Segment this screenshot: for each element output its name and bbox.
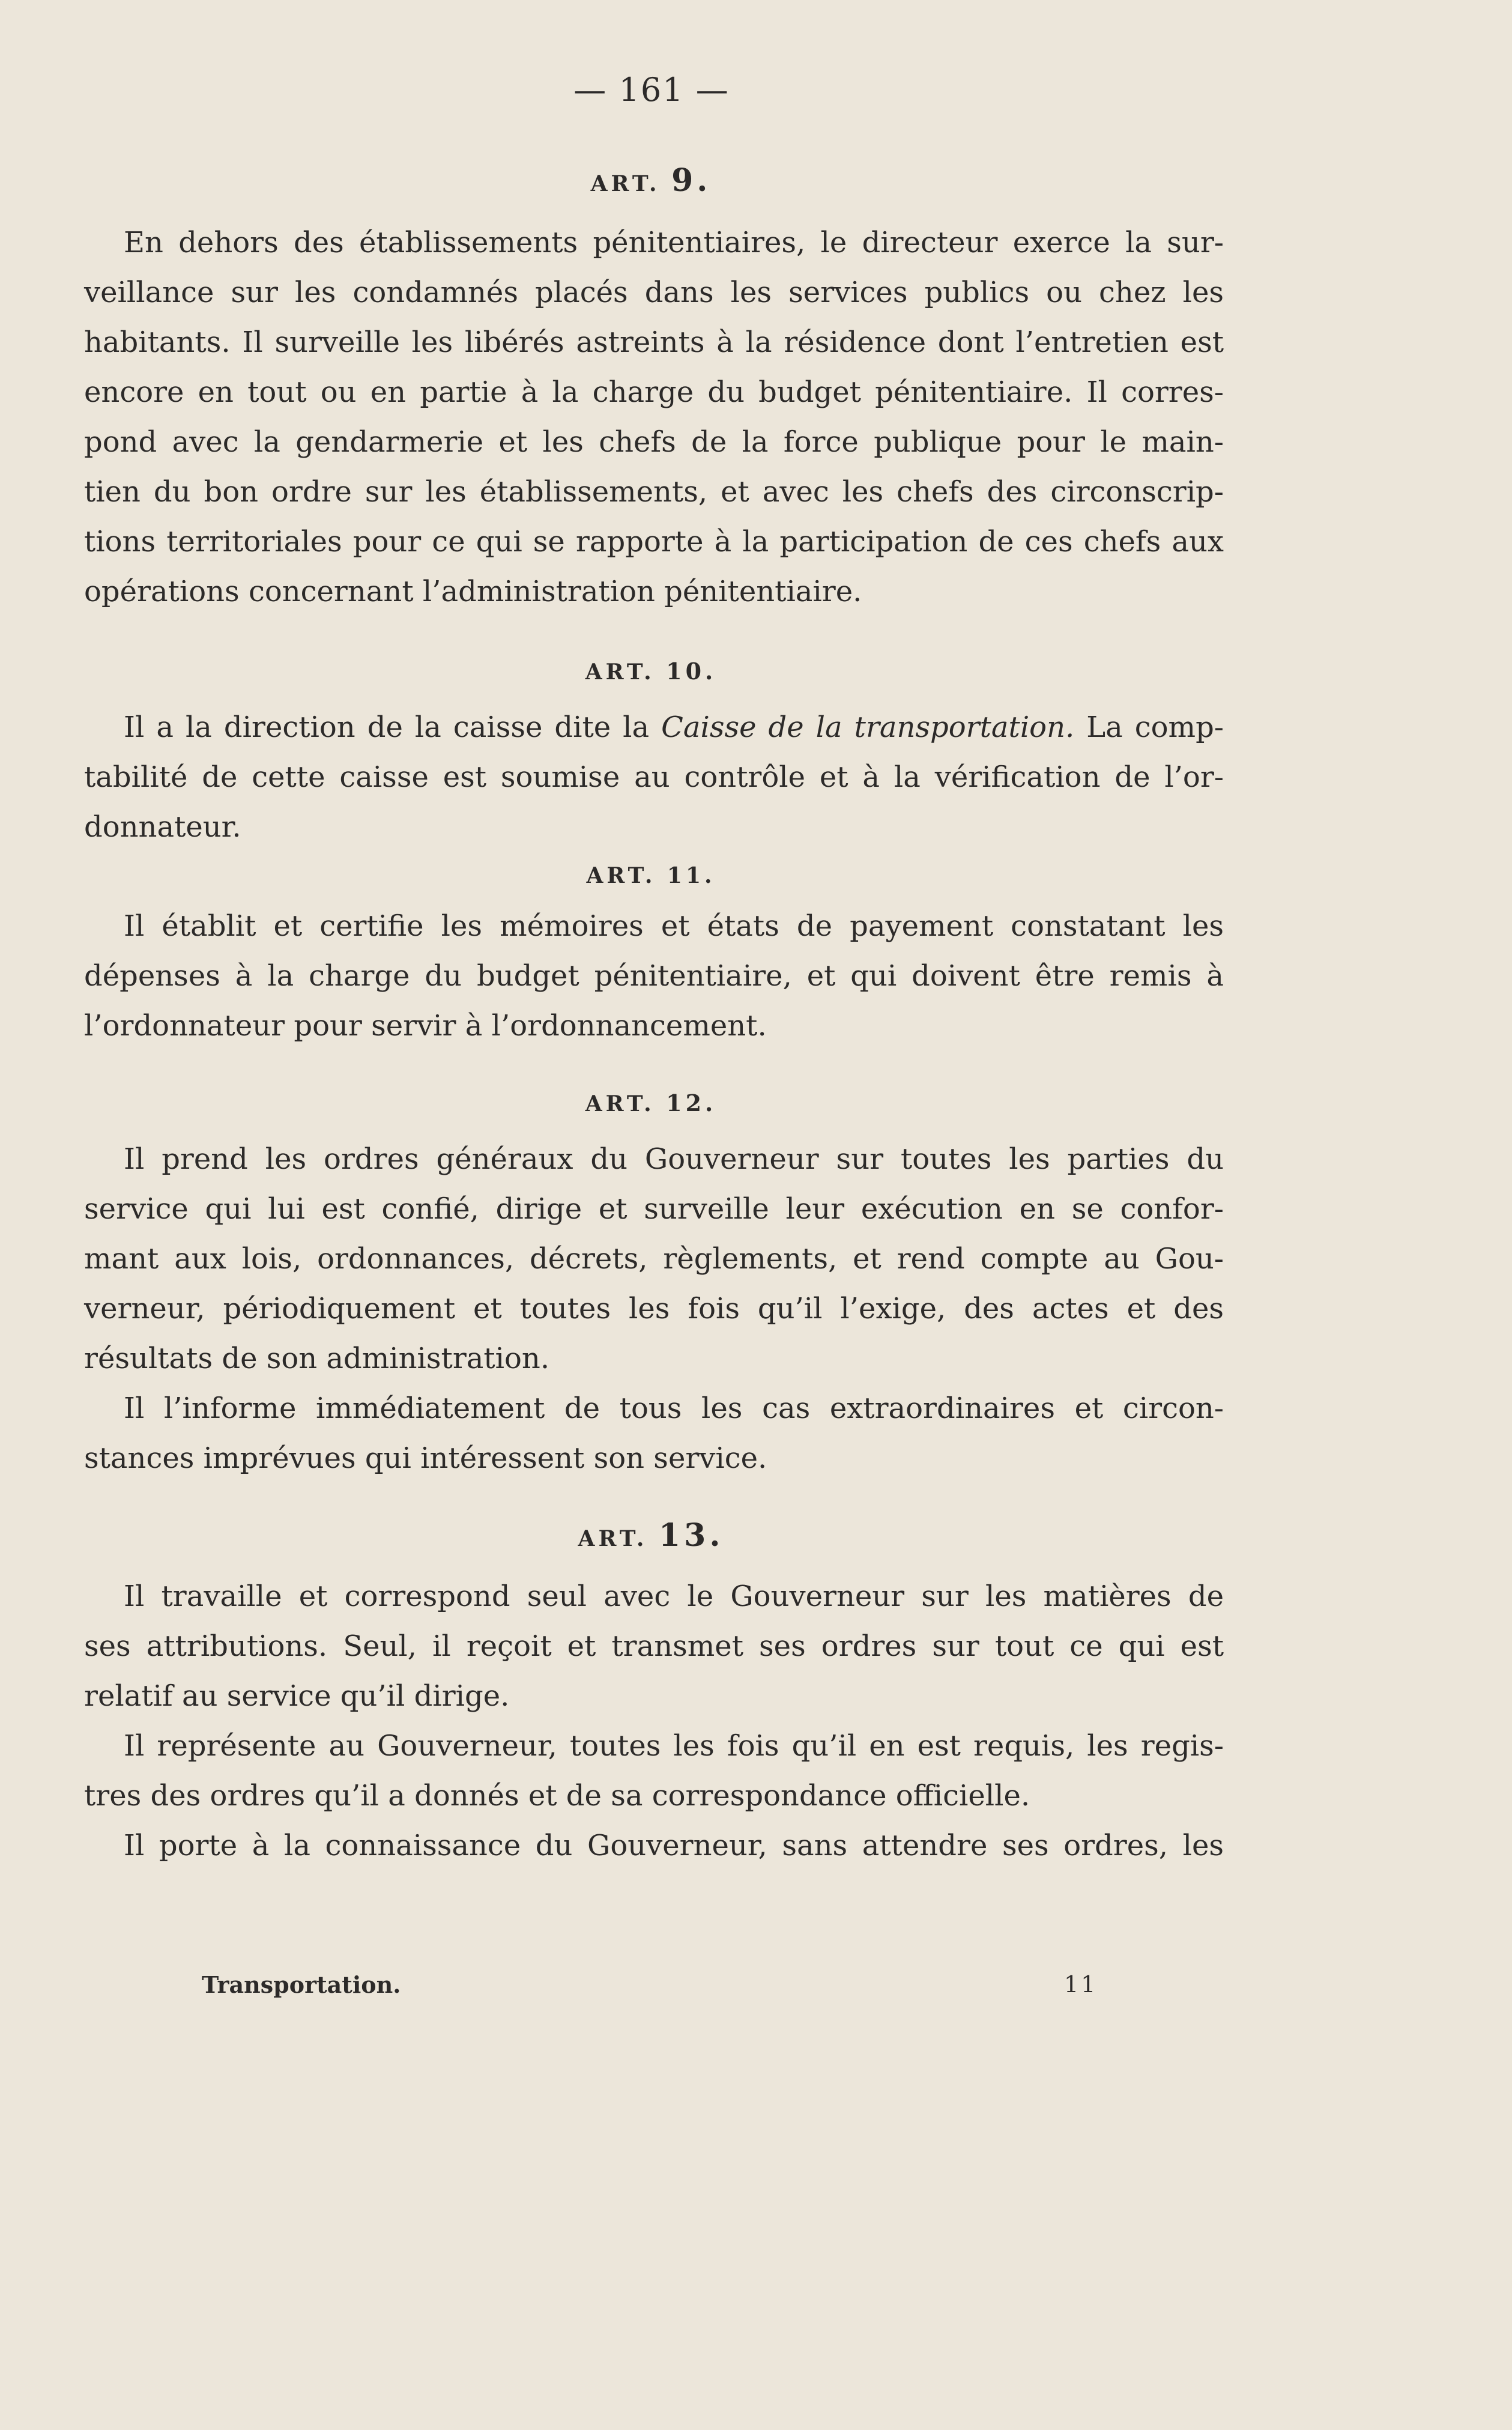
text-line: Il établit et certifie les mémoires et états de payement constatant les xyxy=(124,909,1224,943)
text-line: encore en tout ou en partie à la charge du budget pénitentiaire. Il corres- xyxy=(84,375,1224,409)
text-line: tres des ordres qu’il a donnés et de sa correspondance officielle. xyxy=(84,1779,1030,1813)
text-line: opérations concernant l’administration pénitentiaire. xyxy=(84,575,862,608)
text-line: ses attributions. Seul, il reçoit et transmet ses ordres sur tout ce qui est xyxy=(84,1629,1224,1663)
text-line: l’ordonnateur pour servir à l’ordonnancement. xyxy=(84,1009,767,1043)
text-line xyxy=(84,703,1224,753)
text-line: En dehors des établissements pénitentiaires, le directeur exerce la sur- xyxy=(124,226,1224,259)
text-line: Il prend les ordres généraux du Gouverneur sur toutes les parties du xyxy=(124,1142,1224,1176)
article-9 xyxy=(84,162,1224,617)
text-line: tabilité de cette caisse est soumise au contrôle et à la vérification de l’or- xyxy=(84,760,1224,794)
text-line: stances imprévues qui intéressent son service. xyxy=(84,1441,767,1475)
text-line: Il travaille et correspond seul avec le Gouverneur sur les matières de xyxy=(124,1580,1224,1613)
article-heading xyxy=(84,162,1224,199)
text-line: dépenses à la charge du budget pénitentiaire, et qui doivent être remis à xyxy=(84,959,1224,993)
article-heading-prefix: ART. xyxy=(590,171,661,196)
page-number: — 161 — xyxy=(573,71,730,109)
article-heading-number: 11. xyxy=(667,863,716,888)
text-line: tien du bon ordre sur les établissements, et avec les chefs des circonscrip- xyxy=(84,475,1224,509)
article-heading-number: 10. xyxy=(666,658,717,685)
article-heading-prefix: ART. xyxy=(586,863,656,888)
text-line: mant aux lois, ordonnances, décrets, règlements, et rend compte au Gou- xyxy=(84,1242,1224,1276)
text-line: donnateur. xyxy=(84,810,241,844)
text-line: Il représente au Gouverneur, toutes les fois qu’il en est requis, les regis- xyxy=(124,1729,1224,1763)
article-heading xyxy=(84,658,1224,685)
article-heading-prefix: ART. xyxy=(578,1526,648,1551)
article-paragraph xyxy=(84,1135,1224,1384)
article-10 xyxy=(84,658,1224,852)
article-heading-number: 9. xyxy=(671,162,712,199)
text-line: verneur, périodiquement et toutes les fois qu’il l’exige, des actes et des xyxy=(84,1292,1224,1326)
article-paragraph xyxy=(84,218,1224,617)
article-paragraph xyxy=(84,1384,1224,1483)
article-heading-number: 12. xyxy=(666,1089,717,1117)
caisse-line: Il a la direction de la caisse dite la Caisse de la transportation. La comp- xyxy=(124,711,1224,744)
text-line: relatif au service qu’il dirige. xyxy=(84,1679,510,1713)
article-paragraph xyxy=(84,901,1224,1051)
article-13 xyxy=(84,1517,1224,1871)
text-line: tions territoriales pour ce qui se rapporte à la participation de ces chefs aux xyxy=(84,525,1224,559)
article-paragraph xyxy=(84,703,1224,852)
text-line: veillance sur les condamnés placés dans les services publics ou chez les xyxy=(84,276,1224,309)
page-content xyxy=(84,162,1224,1871)
article-heading-number: 13. xyxy=(658,1517,724,1554)
article-paragraph xyxy=(84,1721,1224,1821)
footer-title: Transportation. xyxy=(202,1971,401,1998)
article-heading xyxy=(84,1089,1224,1117)
text-line: habitants. Il surveille les libérés astreints à la résidence dont l’entretien est xyxy=(84,326,1224,359)
page-footer xyxy=(202,1971,1102,1998)
article-heading xyxy=(84,863,1224,888)
text-line: Il l’informe immédiatement de tous les cas extraordinaires et circon- xyxy=(124,1392,1224,1425)
text-line: pond avec la gendarmerie et les chefs de la force publique pour le main- xyxy=(84,425,1224,459)
article-11 xyxy=(84,863,1224,1051)
article-paragraph xyxy=(84,1821,1224,1871)
article-heading-prefix: ART. xyxy=(585,659,655,685)
article-heading xyxy=(84,1517,1224,1554)
article-12 xyxy=(84,1089,1224,1483)
text-line: Il porte à la connaissance du Gouverneur, sans attendre ses ordres, les xyxy=(124,1829,1224,1862)
article-paragraph xyxy=(84,1572,1224,1721)
signature-mark: 11 xyxy=(1064,1971,1098,1998)
text-line: service qui lui est confié, dirige et surveille leur exécution en se confor- xyxy=(84,1192,1224,1226)
text-line: résultats de son administration. xyxy=(84,1342,550,1375)
article-heading-prefix: ART. xyxy=(585,1091,655,1117)
